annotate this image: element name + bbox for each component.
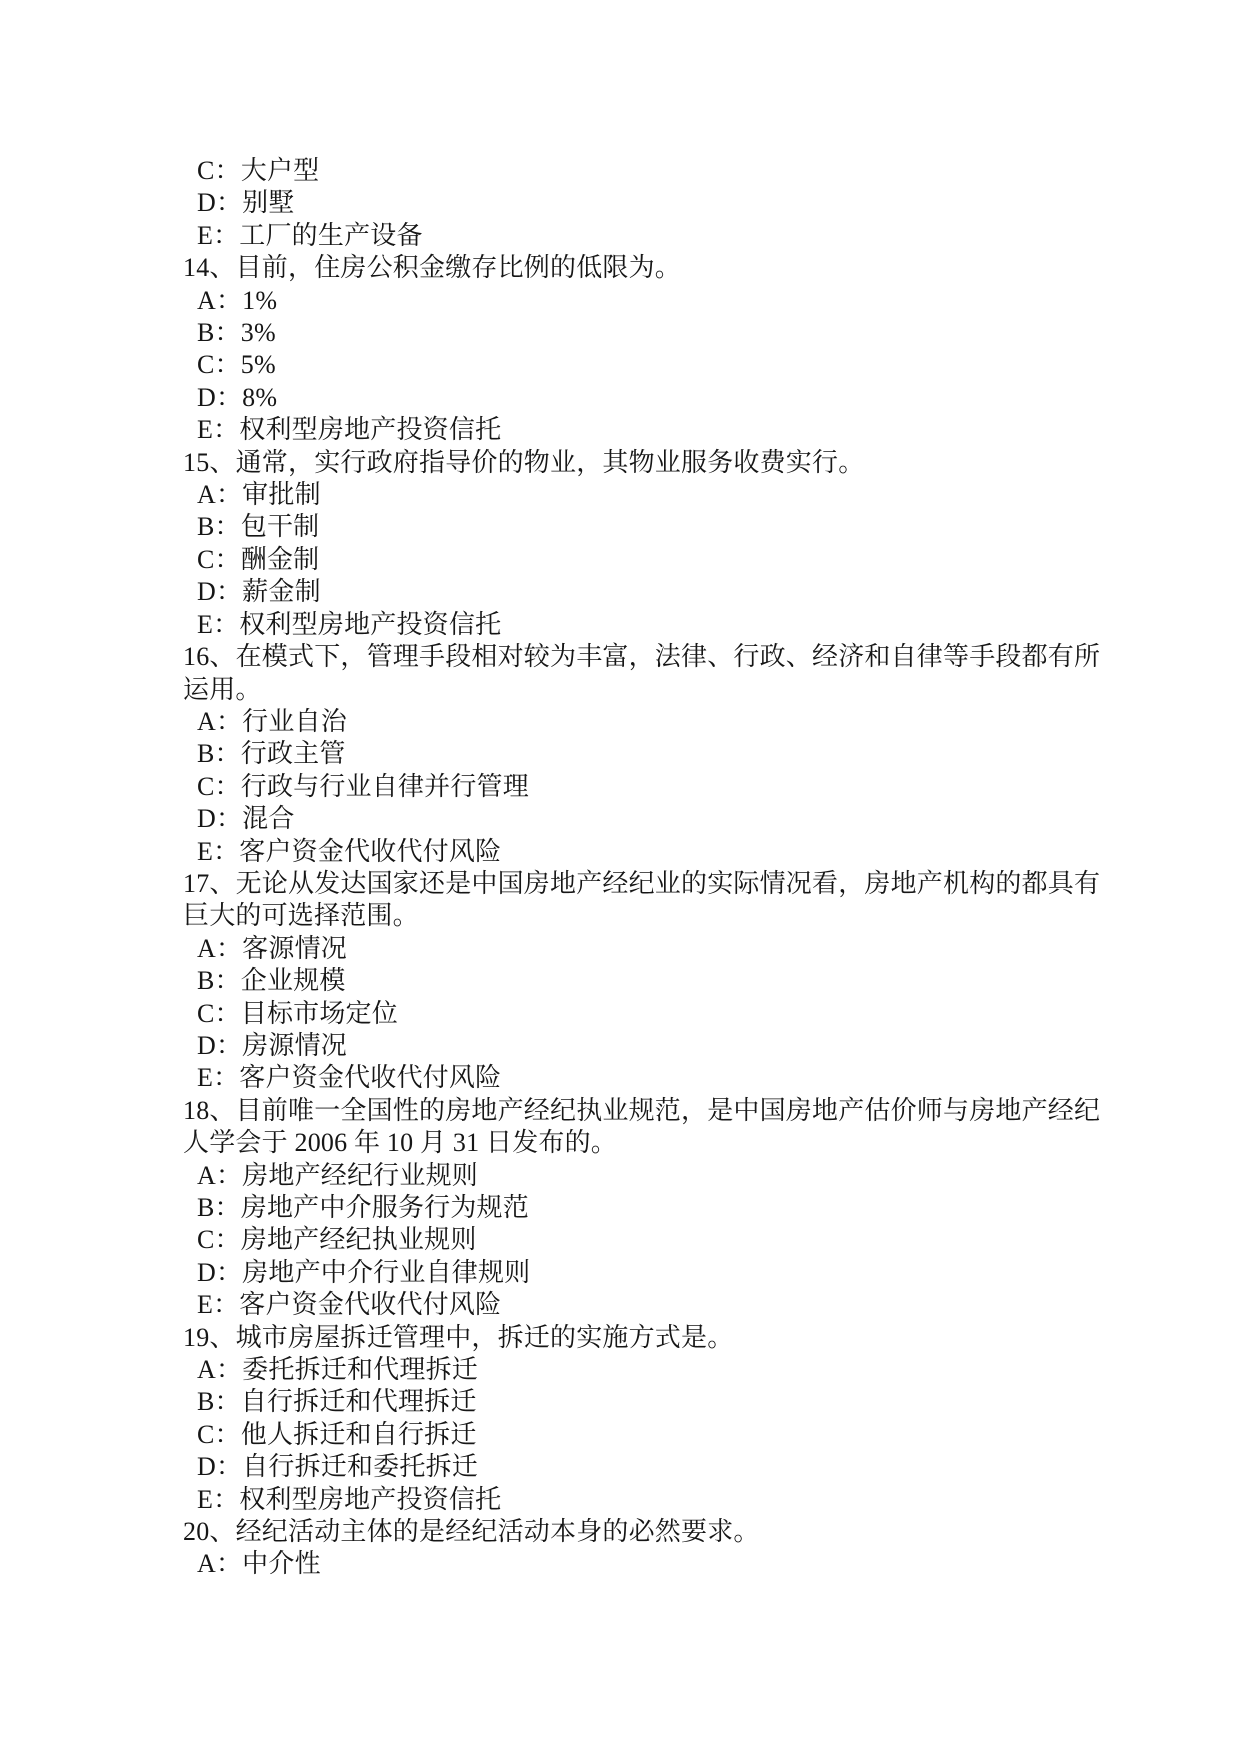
option-line-17-C: C：目标市场定位 <box>197 998 398 1028</box>
option-line-16-B: B：行政主管 <box>197 739 346 769</box>
option-line-prev-C: C：大户型 <box>197 156 320 185</box>
option-line-18-A: A：房地产经纪行业规则 <box>197 1160 478 1190</box>
option-line-14-E: E：权利型房地产投资信托 <box>197 415 502 445</box>
option-line-15-C: C：酬金制 <box>197 544 320 574</box>
option-line-19-B: B：自行拆迁和代理拆迁 <box>197 1387 477 1417</box>
option-line-17-E: E：客户资金代收代付风险 <box>197 1063 502 1093</box>
option-line-14-A: A：1% <box>197 285 278 315</box>
question-stem-continuation-18: 人学会于 2006 年 10 月 31 日发布的。 <box>183 1128 618 1158</box>
option-line-17-D: D：房源情况 <box>197 1030 347 1060</box>
option-line-16-C: C：行政与行业自律并行管理 <box>197 771 529 801</box>
option-line-18-E: E：客户资金代收代付风险 <box>197 1290 502 1320</box>
option-line-18-B: B：房地产中介服务行为规范 <box>197 1193 529 1222</box>
option-line-20-A: A：中介性 <box>197 1549 321 1579</box>
option-line-16-D: D：混合 <box>197 804 295 834</box>
option-line-14-B: B：3% <box>197 318 276 348</box>
question-stem-15: 15、通常，实行政府指导价的物业，其物业服务收费实行。 <box>183 447 865 477</box>
option-line-14-D: D：8% <box>197 382 278 412</box>
question-stem-16: 16、在模式下，管理手段相对较为丰富，法律、行政、经济和自律等手段都有所 <box>183 642 1101 672</box>
option-line-16-A: A：行业自治 <box>197 706 347 736</box>
option-line-19-C: C：他人拆迁和自行拆迁 <box>197 1419 477 1449</box>
option-line-16-E: E：客户资金代收代付风险 <box>197 836 502 866</box>
question-stem-continuation-16: 运用。 <box>183 674 262 704</box>
option-line-prev-D: D：别墅 <box>197 188 295 218</box>
question-stem-17: 17、无论从发达国家还是中国房地产经纪业的实际情况看，房地产机构的都具有 <box>183 868 1101 898</box>
option-line-18-C: C：房地产经纪执业规则 <box>197 1225 477 1255</box>
option-line-18-D: D：房地产中介行业自律规则 <box>197 1257 531 1287</box>
question-stem-18: 18、目前唯一全国性的房地产经纪执业规范，是中国房地产估价师与房地产经纪 <box>183 1095 1101 1125</box>
option-line-17-B: B：企业规模 <box>197 966 346 996</box>
option-line-15-D: D：薪金制 <box>197 577 321 607</box>
option-line-14-C: C：5% <box>197 350 276 380</box>
option-line-15-A: A：审批制 <box>197 480 321 510</box>
option-line-15-E: E：权利型房地产投资信托 <box>197 609 502 639</box>
question-stem-continuation-17: 巨大的可选择范围。 <box>183 901 419 931</box>
exam-text-block <box>183 155 1133 1581</box>
question-stem-19: 19、城市房屋拆迁管理中，拆迁的实施方式是。 <box>183 1322 734 1352</box>
option-line-prev-E: E：工厂的生产设备 <box>197 220 423 250</box>
option-line-15-B: B：包干制 <box>197 512 320 542</box>
option-line-19-E: E：权利型房地产投资信托 <box>197 1484 502 1514</box>
option-line-19-A: A：委托拆迁和代理拆迁 <box>197 1355 478 1385</box>
option-line-17-A: A：客源情况 <box>197 933 347 963</box>
option-line-19-D: D：自行拆迁和委托拆迁 <box>197 1452 478 1482</box>
question-stem-20: 20、经纪活动主体的是经纪活动本身的必然要求。 <box>183 1517 760 1547</box>
question-stem-14: 14、目前，住房公积金缴存比例的低限为。 <box>183 253 682 283</box>
